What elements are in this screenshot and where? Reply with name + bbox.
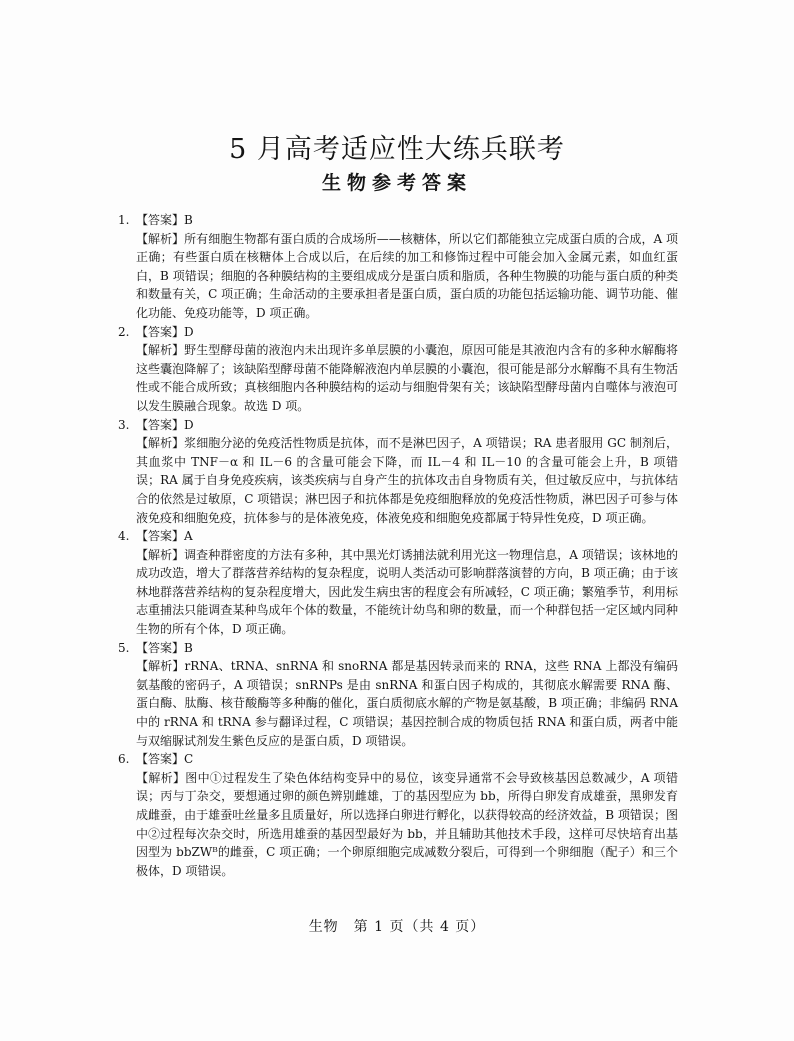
question-item-6 (118, 750, 678, 880)
question-answer (118, 750, 678, 769)
question-explanation: 【解析】浆细胞分泌的免疫活性物质是抗体，而不是淋巴因子，A 项错误；RA 患者服用 GC 制剂后，其血浆中 TNF－α 和 IL－6 的含量可能会下降，而 IL－4 和 IL－10 的含量可能会上升，B 项错误；RA 属于自身免疫疾病，该类疾病与自身产生的抗体攻击自身物质有关，但过敏反应中，与抗体结合的依然是过敏原，C 项错误；淋巴因子和抗体都是免疫细胞释放的免疫活性物质，淋巴因子可参与体液免疫和细胞免疫，抗体参与的是体液免疫，体液免疫和细胞免疫都属于特异性免疫，D 项正确。 (136, 436, 678, 525)
question-explanation: 【解析】图中①过程发生了染色体结构变异中的易位，该变异通常不会导致核基因总数减少，A 项错误；丙与丁杂交，要想通过卵的颜色辨别雌雄，丁的基因型应为 bb，所得白卵发育成雄蚕，黑卵发育成雌蚕，由于雄蚕吐丝量多且质量好，所以选择白卵进行孵化，以获得较高的经济效益，B 项错误；图中②过程每次杂交时，所选用雄蚕的基因型最好为 bb，并且辅助其他技术手段，这样可尽快培育出基因型为 bbZWᴮ的雌蚕，C 项正确；一个卵原细胞完成减数分裂后，可得到一个卵细胞（配子）和三个极体，D 项错误。 (136, 770, 678, 878)
question-item-2 (118, 323, 678, 416)
question-explanation: 【解析】所有细胞生物都有蛋白质的合成场所——核糖体，所以它们都能独立完成蛋白质的合成，A 项正确；有些蛋白质在核糖体上合成以后，在后续的加工和修饰过程中可能会加入金属元素，如血红蛋白，B 项错误；细胞的各种膜结构的主要组成成分是蛋白质和脂质，各种生物膜的功能与蛋白质的种类和数量有关，C 项正确；生命活动的主要承担者是蛋白质，蛋白质的功能包括运输功能、调节功能、催化功能、免疫功能等，D 项正确。 (136, 231, 678, 320)
page-subtitle: 生物参考答案 (321, 172, 472, 194)
answer-label: 【答案】D (136, 324, 194, 339)
answer-label: 【答案】A (136, 529, 193, 544)
answer-label: 【答案】B (136, 213, 193, 227)
question-explanation: 【解析】调查种群密度的方法有多种，其中黑光灯诱捕法就利用光这一物理信息，A 项错误；该林地的成功改造，增大了群落营养结构的复杂程度，说明人类活动可影响群落演替的方向，B 项正确；由于该林地群落营养结构的复杂程度增大，因此发生病虫害的程度会有所减轻，C 项正确；繁殖季节，利用标志重捕法只能调查某种鸟成年个体的数量，不能统计幼鸟和卵的数量，而一个种群包括一定区域内同种生物的所有个体，D 项正确。 (136, 547, 678, 637)
question-item-1 (118, 211, 678, 323)
answer-label: 【答案】D (136, 417, 194, 432)
question-item-4 (118, 527, 678, 639)
question-number: 4. (118, 529, 130, 544)
question-number: 5. (118, 640, 130, 655)
question-answer (118, 416, 678, 435)
answer-list (118, 211, 678, 880)
page-footer: 生物 第 1 页（共 4 页） (308, 919, 486, 935)
answer-label: 【答案】C (136, 752, 194, 767)
question-explanation: 【解析】rRNA、tRNA、snRNA 和 snoRNA 都是基因转录而来的 RNA，这些 RNA 上都没有编码氨基酸的密码子，A 项错误；snRNPs 是由 snRNA 和蛋白因子构成的，其彻底水解需要 RNA 酶、蛋白酶、肽酶、核苷酸酶等多种酶的催化，蛋白质彻底水解的产物是氨基酸，B 项正确；非编码 RNA 中的 rRNA 和 tRNA 参与翻译过程，C 项错误；基因控制合成的物质包括 RNA 和蛋白质，两者中能与双缩脲试剂发生紫色反应的是蛋白质，D 项错误。 (136, 659, 678, 748)
question-item-3 (118, 416, 678, 528)
question-answer (118, 323, 678, 342)
question-answer (118, 211, 678, 230)
page-title: 5 月高考适应性大练兵联考 (229, 134, 565, 165)
question-item-5 (118, 639, 678, 751)
question-number: 6. (118, 752, 130, 767)
question-explanation: 【解析】野生型酵母菌的液泡内未出现许多单层膜的小囊泡，原因可能是其液泡内含有的多种水解酶将这些囊泡降解了；该缺陷型酵母菌不能降解液泡内单层膜的小囊泡，很可能是部分水解酶不具有生物活性或不能合成所致；真核细胞内各种膜结构的运动与细胞骨架有关；该缺陷型酵母菌内自噬体与液泡可以发生膜融合现象。故选 D 项。 (136, 343, 678, 413)
question-answer (118, 527, 678, 546)
question-number: 2. (118, 324, 130, 339)
question-answer (118, 639, 678, 658)
question-number: 3. (118, 417, 130, 432)
question-number: 1. (118, 213, 130, 227)
answer-label: 【答案】B (136, 640, 193, 655)
